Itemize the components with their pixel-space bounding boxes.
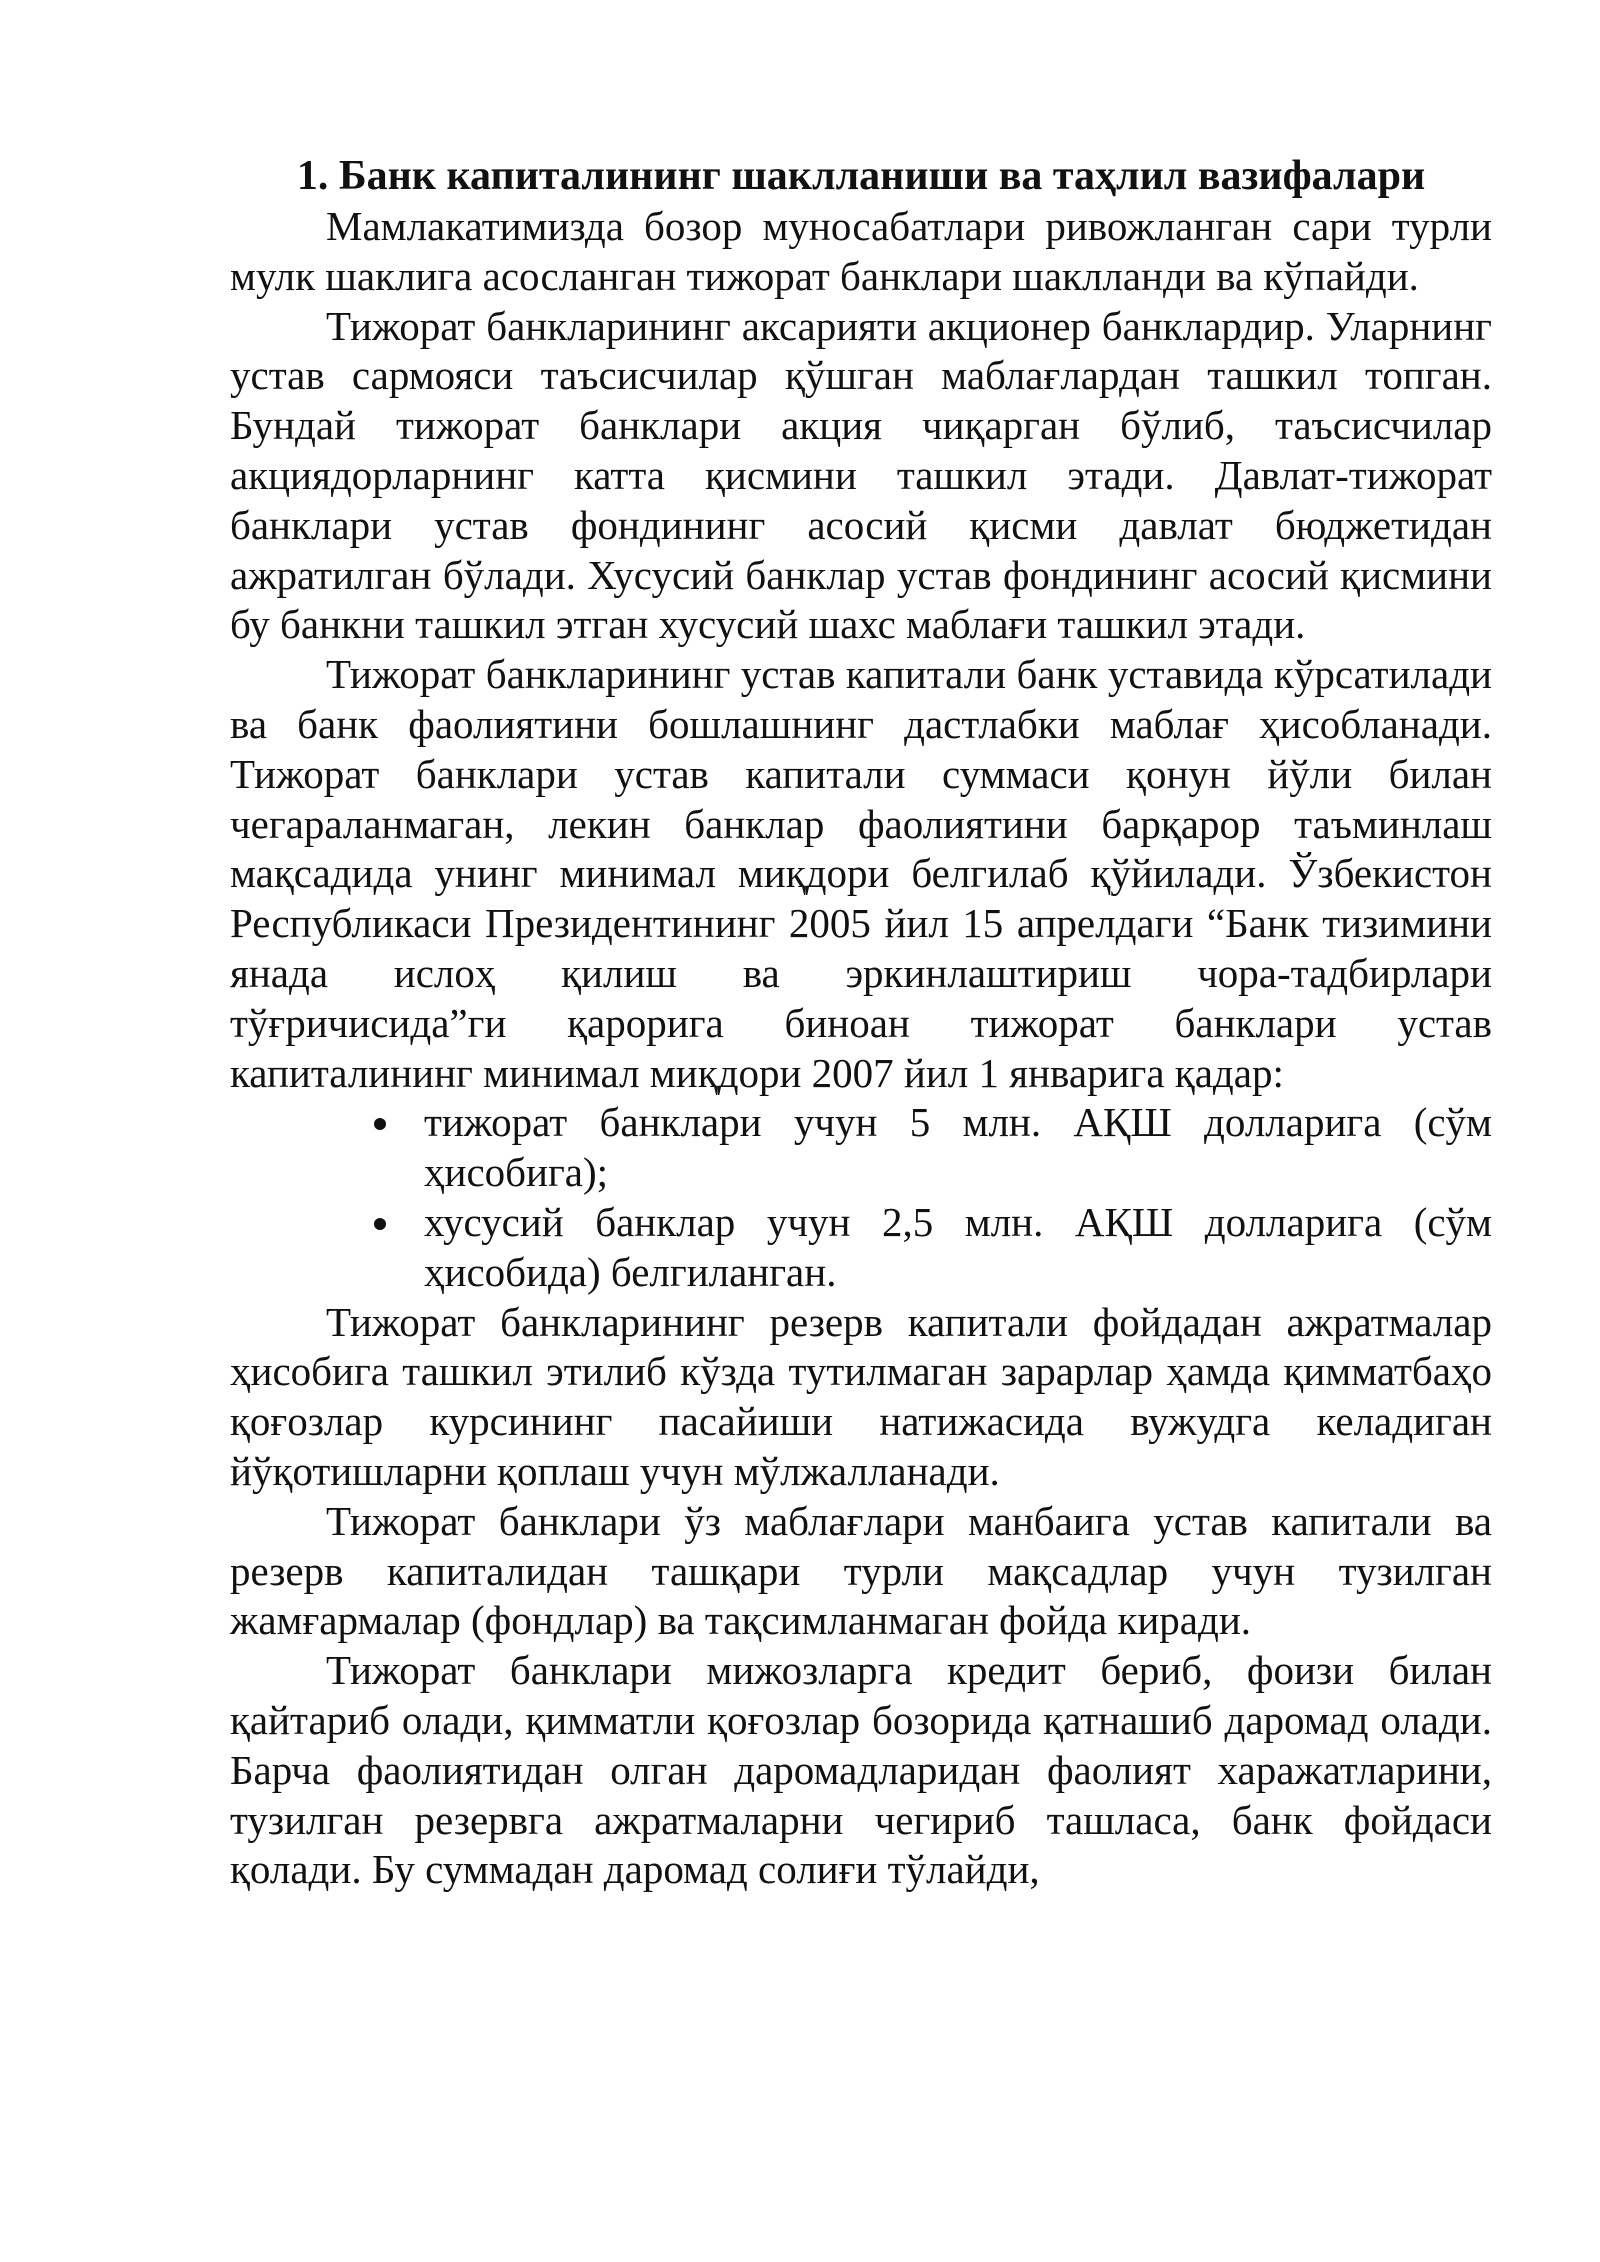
- document-page: [230, 150, 1492, 1895]
- bullet-icon: [374, 1118, 386, 1130]
- paragraph-6: Тижорат банклари мижозларга кредит бериб, фоизи билан қайтариб олади, қимматли қоғозлар бозорида қатнашиб даромад олади. Барча фаолиятидан олган даромадларидан фаолият харажатларини, тузилган резервга ажратмаларни чегириб ташласа, банк фойдаси қолади. Бу суммадан даромад солиғи тўлайди,: [230, 1647, 1492, 1893]
- list-item: [424, 1098, 1492, 1198]
- bullet-text: хусусий банклар учун 2,5 млн. АҚШ долларига (сўм ҳисобида) белгиланган.: [424, 1198, 1492, 1295]
- paragraph-3: Тижорат банкларининг устав капитали банк уставида кўрсатилади ва банк фаолиятини бошлашнинг дастлабки маблағ ҳисобланади. Тижорат банклари устав капитали суммаси қонун йўли билан чегараланмаган, лекин банклар фаолиятини барқарор таъминлаш мақсадида унинг минимал миқдори белгилаб қўйилади. Ўзбекистон Республикаси Президентининг 2005 йил 15 апрелдаги “Банк тизимини янада ислоҳ қилиш ва эркинлаштириш чора-тадбирлари тўғричисида”ги қарорига биноан тижорат банклари устав капиталининг минимал миқдори 2007 йил 1 январига қадар:: [230, 651, 1492, 1096]
- paragraph-5: Тижорат банклари ўз маблағлари манбаига устав капитали ва резерв капиталидан ташқари турли мақсадлар учун тузилган жамғармалар (фондлар) ва тақсимланмаган фойда киради.: [230, 1497, 1492, 1644]
- page-title: 1. Банк капиталининг шаклланиши ва таҳлил вазифалари: [296, 153, 1426, 199]
- paragraph-4: Тижорат банкларининг резерв капитали фойдадан ажратмалар ҳисобига ташкил этилиб кўзда тутилмаган зарарлар ҳамда қимматбаҳо қоғозлар курсининг пасайиши натижасида вужудга келадиган йўқотишларни қоплаш учун мўлжалланади.: [230, 1298, 1492, 1494]
- paragraph-1: Мамлакатимизда бозор муносабатлари ривожланган сари турли мулк шаклига асосланган тижорат банклари шаклланди ва кўпайди.: [230, 203, 1492, 299]
- bullet-text: тижорат банклари учун 5 млн. АҚШ долларига (сўм ҳисобига);: [424, 1099, 1492, 1196]
- paragraph-2: Тижорат банкларининг аксарияти акционер банклардир. Уларнинг устав сармояси таъсисчилар қўшган маблағлардан ташкил топган. Бундай тижорат банклари акция чиқарган бўлиб, таъсисчилар акциядорларнинг катта қисмини ташкил этади. Давлат-тижорат банклари устав фондининг асосий қисми давлат бюджетидан ажратилган бўлади. Хусусий банклар устав фондининг асосий қисмини бу банкни ташкил этган хусусий шахс маблағи ташкил этади.: [230, 302, 1492, 648]
- list-item: [424, 1198, 1492, 1298]
- bullet-icon: [374, 1218, 386, 1230]
- bullet-list: [230, 1098, 1492, 1297]
